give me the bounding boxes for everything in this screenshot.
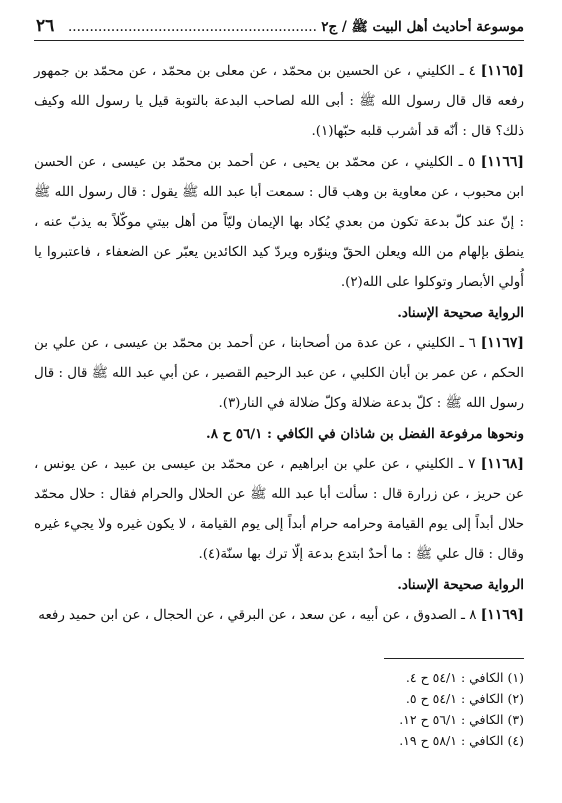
hadith-paragraph	[34, 600, 524, 631]
hadith-text: ٥ ـ الكليني ، عن محمّد بن يحيى ، عن أحمد بن محمّد بن عيسى ، عن الحسن ابن محبوب ، عن معاوية بن وهب قال : سمعت أبا عبد الله ﷺ يقول : قال رسول الله ﷺ : إنّ عند كلّ بدعة تكون من بعدي يُكاد بها الإيمان وليّاً من أهل بيتي موكّلاً به يذبّ عنه ، ينطق بإلهام من الله ويعلن الحقّ وينوّره ويردّ كيد الكائدين يعبّر عن الضعفاء ، فاعتبروا يا أُولي الأبصار وتوكلوا على الله(٢).	[34, 155, 524, 290]
hadith-number: [١١٦٨]	[480, 456, 524, 472]
chain-note: الرواية صحيحة الإسناد.	[397, 305, 524, 321]
footnote: (٣) الكافي : ٥٦/١ ح ١٢.	[399, 712, 524, 727]
hadith-text: ٧ ـ الكليني ، عن علي بن ابراهيم ، عن محمّد بن عيسى بن عبيد ، عن يونس ، عن حريز ، عن زرارة قال : سألت أبا عبد الله ﷺ عن الحلال والحرام فقال : حلال محمّد حلال أبداً إلى يوم القيامة وحرامه حرام أبداً إلى يوم القيامة ، لا يكون غيره ولا يجيء غيره وقال : قال علي ﷺ : ما أحدٌ ابتدع بدعة إلّا ترك بها سنّة(٤).	[34, 457, 524, 562]
footnote: (١) الكافي : ٥٤/١ ح ٤.	[405, 670, 524, 685]
chain-note: الرواية صحيحة الإسناد.	[397, 577, 524, 593]
page-number: ٢٦	[36, 16, 55, 36]
footnotes	[34, 658, 524, 751]
footnote: (٤) الكافي : ٥٨/١ ح ١٩.	[399, 733, 524, 748]
page-body	[34, 56, 524, 631]
running-title: موسوعة أحاديث أهل البيت ﷺ / ج٢ .....	[68, 18, 524, 38]
chain-note: ونحوها مرفوعة الفضل بن شاذان في الكافي : ٥٦/١ ح ٨.	[206, 426, 524, 442]
hadith-number: [١١٦٩]	[480, 607, 524, 623]
hadith-text: ٦ ـ الكليني ، عن عدة من أصحابنا ، عن أحمد بن محمّد بن عيسى ، عن علي بن الحكم ، عن عمر بن أبان الكلبي ، عن عبد الرحيم القصير ، عن أبي عبد الله ﷺ قال : قال رسول الله ﷺ : كلّ بدعة ضلالة وكلّ ضلالة في النار(٣).	[34, 336, 524, 411]
hadith-paragraph	[34, 449, 524, 570]
footnote-divider	[384, 658, 524, 659]
hadith-number: [١١٦٥]	[480, 63, 524, 79]
hadith-text: ٤ ـ الكليني ، عن الحسين بن محمّد ، عن معلى بن محمّد ، عن محمّد بن جمهور رفعه قال قال رسول الله ﷺ : أبى الله لصاحب البدعة بالتوبة قيل يا رسول الله وكيف ذلك؟ قال : أنّه قد أشرب قلبه حبّها(١).	[34, 64, 524, 139]
running-header	[34, 10, 524, 41]
footnote: (٢) الكافي : ٥٤/١ ح ٥.	[405, 691, 524, 706]
hadith-paragraph	[34, 56, 524, 147]
hadith-number: [١١٦٦]	[480, 154, 524, 170]
hadith-paragraph	[34, 147, 524, 298]
hadith-paragraph	[34, 328, 524, 419]
hadith-text: ٨ ـ الصدوق ، عن أبيه ، عن سعد ، عن البرقي ، عن الحجال ، عن ابن حميد رفعه	[38, 608, 477, 623]
hadith-number: [١١٦٧]	[480, 335, 524, 351]
